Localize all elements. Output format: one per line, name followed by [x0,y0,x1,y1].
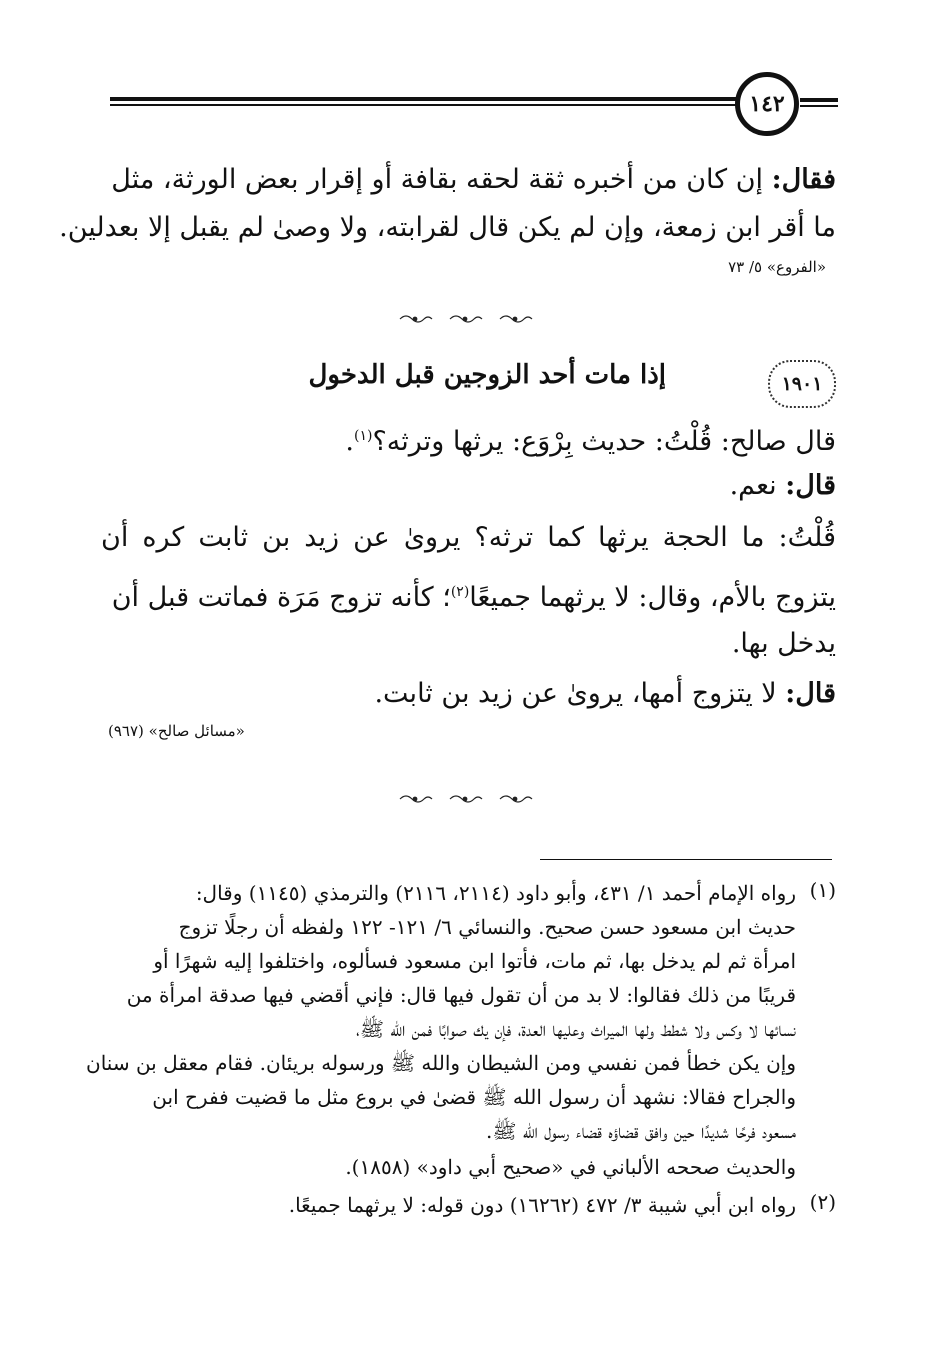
divider-ornament-icon [395,792,545,806]
speaker-label: فقال: [771,164,836,195]
footnote-separator [540,859,832,860]
text-span: لا يتزوج أمها، يروىٰ عن زيد بن ثابت. [374,678,786,709]
header-rule [110,92,760,114]
footnote-line: رواه ابن أبي شيبة ٣/ ٤٧٢ (١٦٢٦٢) دون قوله: لا يرثهما جميعًا. [288,1193,796,1217]
header-rule-tail [800,98,838,102]
footnote-number: (١) [809,878,836,902]
text-span: يتزوج بالأم، وقال: لا يرثهما جميعًا [469,582,836,613]
footnote-line: امرأة ثم لم يدخل بها، ثم مات، فأتوا ابن مسعود فسألوه، واختلفوا إليه شهرًا أو [153,949,796,973]
paragraph-line [101,412,836,466]
source-citation: «مسائل صالح» (٩٦٧) [108,722,245,740]
speaker-label: قال: [785,678,836,709]
text-span: . [345,426,354,457]
footnote-line: والجراح فقالا: نشهد أن رسول الله ﷺ قضىٰ في بروع مثل ما قضيت ففرح ابن [152,1085,796,1109]
paragraph-line: يدخل بها. [731,628,836,659]
footnote-line: والحديث صححه الألباني في «صحيح أبي داود» (١٨٥٨). [345,1155,796,1179]
footnote-line: رواه الإمام أحمد ١/ ٤٣١، وأبو داود (٢١١٤، ٢١١٦) والترمذي (١١٤٥) وقال: [195,881,796,905]
divider-ornament-icon [395,312,545,326]
paragraph-line: ما أقر ابن زمعة، وإن لم يكن قال لقرابته، ولا وصىٰ لم يقبل إلا بعدلين. [59,212,836,243]
paragraph-line [101,156,836,204]
text-span: نعم. [729,470,786,501]
footnote-line: مسعود فرحًا شديدًا حين وافق قضاؤه قضاء رسول الله ﷺ. [485,1119,796,1143]
text-span: ؛ كأنه تزوج مَرَة فماتت قبل أن [111,582,451,613]
paragraph-line [101,568,836,622]
section-heading: إذا مات أحد الزوجين قبل الدخول [308,360,666,390]
footnote-ref[interactable]: (٢) [450,584,470,600]
header-rule-tail-thin [800,105,838,107]
paragraph-line [101,670,836,718]
speaker-label: قال: [785,470,836,501]
paragraph-line [101,462,836,510]
footnote-line: قريبًا من ذلك فقالوا: لا بد من أن تقول فيها قال: فإني أقضي فيها صدقة امرأة من [126,983,796,1007]
footnote-number: (٢) [809,1190,836,1214]
issue-number-badge: ١٩٠١ [768,360,836,408]
text-span: إن كان من أخبره ثقة لحقه بقافة أو إقرار بعض الورثة، مثل [111,164,772,195]
text-span: قال صالح: قُلْتُ: حديث بِرْوَع: يرثها وترثه؟ [372,426,836,457]
footnote-line: نسائها لا وكس ولا شطط ولها الميراث وعليها العدة، فإن يك صوابًا فمن الله ﷺ، [356,1017,796,1041]
footnote-ref[interactable]: (١) [354,428,373,444]
footnote-line: حديث ابن مسعود حسن صحيح. والنسائي ٦/ ١٢١- ١٢٢ ولفظه أن رجلًا تزوج [178,915,796,939]
page-number: ١٤٢ [735,72,799,136]
footnote-line: وإن يكن خطأ فمن نفسي ومن الشيطان والله ﷺ ورسوله بريئان. فقام معقل بن سنان [86,1051,796,1075]
source-citation: «الفروع» ٥/ ٧٣ [728,258,826,276]
paragraph-line: قُلْتُ: ما الحجة يرثها كما ترثه؟ يروىٰ عن زيد بن ثابت كره أن [101,522,836,553]
